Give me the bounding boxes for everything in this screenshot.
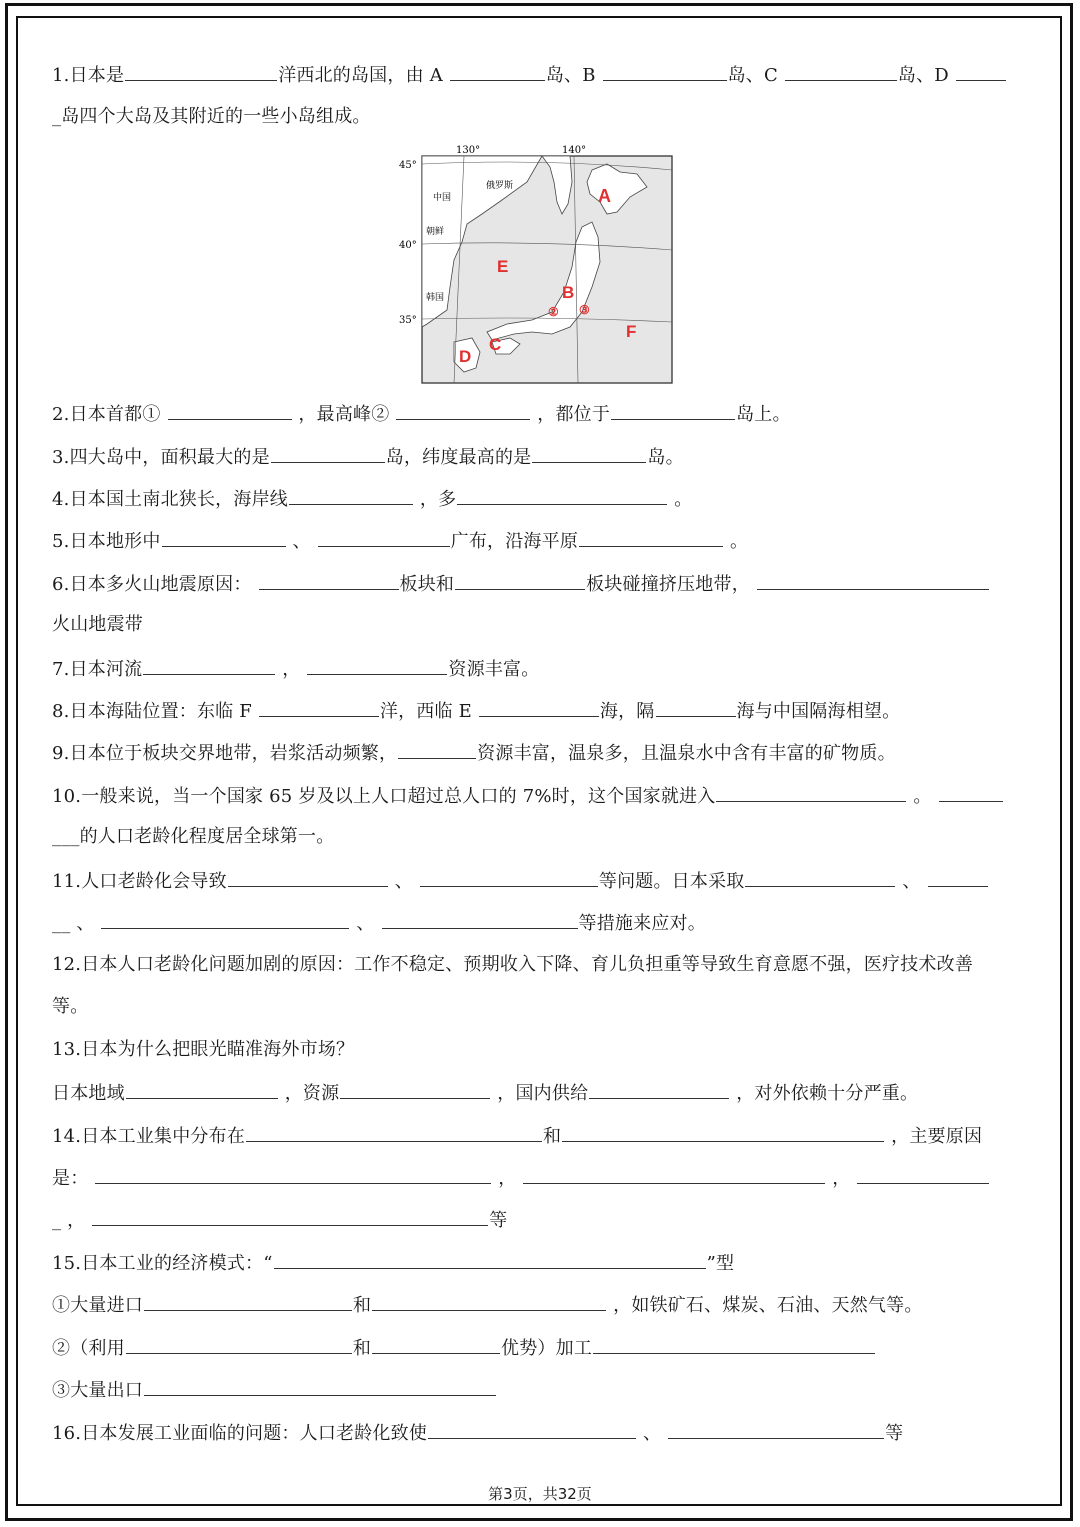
q2-blank-capital[interactable] — [168, 402, 292, 420]
q13-text-a: 13.日本为什么把眼光瞄准海外市场？ — [52, 1039, 355, 1060]
q5-blank-terrain-1[interactable] — [162, 529, 286, 547]
q8-text-d: 海与中国隔海相望。 — [736, 701, 901, 722]
q15-blank-process[interactable] — [593, 1336, 875, 1354]
map-label-north-korea: 朝鲜 — [426, 227, 445, 237]
q12-text-b: 等。 — [52, 996, 89, 1017]
q15-blank-advantage-2[interactable] — [372, 1336, 500, 1354]
question-7-line — [52, 657, 1027, 681]
q15-blank-import-1[interactable] — [144, 1293, 352, 1311]
map-marker-a: A — [598, 186, 611, 206]
q9-text-b: 资源丰富，温泉多，且温泉水中含有丰富的矿物质。 — [477, 743, 896, 764]
question-16-line — [52, 1421, 1027, 1445]
q13-blank-resource[interactable] — [340, 1081, 490, 1099]
question-11-line-2 — [52, 911, 1027, 935]
q13-blank-area[interactable] — [126, 1081, 278, 1099]
q10-blank-country[interactable] — [939, 784, 1003, 802]
q13-text-b: 日本地域 — [52, 1083, 125, 1104]
question-13-line-1 — [52, 1039, 1027, 1061]
map-label-china: 中国 — [433, 193, 452, 203]
question-10-line-2 — [52, 826, 1027, 848]
map-marker-3: ③ — [579, 303, 590, 317]
question-12-line-2 — [52, 996, 1027, 1018]
question-5-line — [52, 529, 1027, 553]
q12-text-a: 12.日本人口老龄化问题加剧的原因：工作不稳定、预期收入下降、育儿负担重等导致生育意愿不强，医疗技术改善 — [52, 954, 974, 975]
question-6-line-1 — [52, 572, 1027, 596]
q8-blank-ocean[interactable] — [259, 699, 379, 717]
question-1-line-2 — [52, 106, 1027, 128]
q10-text-b: 。 — [913, 786, 932, 807]
q13-text-e: ，对外依赖十分严重。 — [736, 1083, 919, 1104]
q15-text-f: ②（利用 — [52, 1338, 125, 1359]
q6-blank-plate-2[interactable] — [455, 572, 585, 590]
question-13-line-2 — [52, 1081, 1027, 1105]
map-lat-40: 40° — [399, 240, 417, 251]
q3-text-c: 岛。 — [647, 447, 684, 468]
q4-text-a: 4.日本国土南北狭长，海岸线 — [52, 489, 288, 510]
q1-text-a: 1.日本是 — [52, 65, 125, 86]
q11-text-c: 等问题。日本采取 — [598, 871, 745, 892]
q6-text-a: 6.日本多火山地震原因： — [52, 574, 252, 595]
q6-text-b: 板块和 — [399, 574, 455, 595]
question-8-line — [52, 699, 1027, 723]
q5-text-a: 5.日本地形中 — [52, 531, 161, 552]
q7-text-c: 资源丰富。 — [448, 659, 540, 680]
map-label-russia: 俄罗斯 — [486, 181, 514, 191]
q15-blank-import-2[interactable] — [372, 1293, 606, 1311]
q1-text-b: 洋西北的岛国，由 A — [278, 65, 443, 86]
q2-text-c: ，都位于 — [537, 404, 611, 425]
question-1-line-1 — [52, 63, 1027, 87]
map-lat-35: 35° — [399, 315, 417, 326]
q15-text-e: ，如铁矿石、煤炭、石油、天然气等。 — [613, 1295, 923, 1316]
q8-blank-sea[interactable] — [479, 699, 599, 717]
q14-text-a: 14.日本工业集中分布在 — [52, 1126, 246, 1147]
q15-text-b: ”型 — [706, 1253, 735, 1274]
q11-blank-measure-4[interactable] — [382, 911, 578, 929]
q14-blank-region-1[interactable] — [246, 1124, 542, 1142]
q15-text-d: 和 — [353, 1295, 372, 1316]
map-lon-140: 140° — [562, 145, 587, 156]
question-9-line — [52, 741, 1027, 765]
question-14-line-2 — [52, 1166, 1027, 1190]
q1-text-d: 岛、C — [727, 65, 778, 86]
q7-text-a: 7.日本河流 — [52, 659, 143, 680]
q14-blank-reason-2[interactable] — [523, 1166, 825, 1184]
q7-text-b: ， — [282, 659, 301, 680]
q5-text-b: 、 — [292, 531, 311, 552]
map-marker-f: F — [626, 322, 637, 341]
q16-text-a: 16.日本发展工业面临的问题：人口老龄化致使 — [52, 1423, 428, 1444]
q2-text-b: ，最高峰② — [298, 404, 390, 425]
q1-text-c: 岛、B — [545, 65, 596, 86]
map-marker-e: E — [497, 257, 509, 276]
q9-text-a: 9.日本位于板块交界地带，岩浆活动频繁， — [52, 743, 398, 764]
q10-blank-society[interactable] — [716, 784, 906, 802]
question-15-line-3 — [52, 1336, 1027, 1360]
q14-text-h: 等 — [489, 1210, 508, 1231]
q13-text-d: ，国内供给 — [497, 1083, 589, 1104]
q11-text-b: 、 — [394, 871, 413, 892]
q15-blank-model[interactable] — [274, 1251, 706, 1269]
japan-map — [392, 142, 682, 387]
q5-blank-terrain-2[interactable] — [318, 529, 450, 547]
map-marker-c: C — [489, 335, 502, 354]
q15-text-h: 优势）加工 — [501, 1338, 593, 1359]
q14-blank-reason-4[interactable] — [92, 1208, 488, 1226]
q1-blank-b[interactable] — [603, 63, 727, 81]
q14-text-f: ， — [832, 1168, 851, 1189]
q6-blank-belt[interactable] — [757, 572, 989, 590]
q16-text-b: 、 — [642, 1423, 662, 1444]
q10-text-c: ___的人口老龄化程度居全球第一。 — [52, 826, 335, 847]
q11-text-a: 11.人口老龄化会导致 — [52, 871, 227, 892]
q14-text-g: _ ， — [52, 1210, 86, 1231]
q1-blank-a[interactable] — [450, 63, 545, 81]
q11-blank-problem-2[interactable] — [420, 869, 598, 887]
q7-blank-river-2[interactable] — [307, 657, 447, 675]
map-marker-b: B — [562, 283, 575, 302]
q4-text-b: ，多 — [419, 489, 457, 510]
q15-text-c: ①大量进口 — [52, 1295, 143, 1316]
q16-blank-problem-2[interactable] — [668, 1421, 884, 1439]
q11-blank-problem-1[interactable] — [228, 869, 388, 887]
q14-blank-reason-3[interactable] — [857, 1166, 989, 1184]
q10-text-a: 10.一般来说，当一个国家 65 岁及以上人口超过总人口的 7%时，这个国家就进入 — [52, 786, 716, 807]
q5-text-c: 广布，沿海平原 — [450, 531, 579, 552]
q14-text-e: ， — [498, 1168, 517, 1189]
q3-blank-largest[interactable] — [271, 445, 385, 463]
q7-blank-river-1[interactable] — [143, 657, 275, 675]
q11-blank-measure-3[interactable] — [101, 911, 349, 929]
q4-text-c: 。 — [674, 489, 693, 510]
map-label-south-korea: 韩国 — [426, 293, 445, 303]
q2-blank-peak[interactable] — [396, 402, 530, 420]
q13-text-c: ，资源 — [284, 1083, 340, 1104]
q1-text-e: 岛、D — [897, 65, 949, 86]
q5-text-d: 。 — [729, 531, 749, 552]
map-marker-2: ② — [548, 305, 559, 319]
question-11-line-1 — [52, 869, 1027, 893]
q16-text-c: 等 — [885, 1423, 904, 1444]
map-lat-45: 45° — [399, 160, 417, 171]
q1-blank-ocean[interactable] — [125, 63, 277, 81]
q14-text-b: 和 — [543, 1126, 562, 1147]
q2-text-a: 2.日本首都① — [52, 404, 161, 425]
question-6-line-2 — [52, 614, 1027, 636]
q8-blank-strait[interactable] — [656, 699, 736, 717]
q1-text-f: _岛四个大岛及其附近的一些小岛组成。 — [52, 106, 371, 127]
q2-text-d: 岛上。 — [736, 404, 791, 425]
q11-text-e: __ 、 — [52, 913, 95, 934]
q3-text-b: 岛，纬度最高的是 — [385, 447, 532, 468]
q15-blank-export[interactable] — [144, 1378, 496, 1396]
q14-blank-reason-1[interactable] — [95, 1166, 491, 1184]
q11-blank-measure-1[interactable] — [745, 869, 895, 887]
q1-blank-c[interactable] — [785, 63, 897, 81]
q11-text-f: 、 — [356, 913, 375, 934]
question-15-line-2 — [52, 1293, 1027, 1317]
q15-blank-advantage-1[interactable] — [126, 1336, 352, 1354]
q5-blank-plain[interactable] — [579, 529, 723, 547]
q11-blank-measure-2[interactable] — [928, 869, 988, 887]
question-14-line-1 — [52, 1124, 1027, 1148]
question-15-line-4 — [52, 1378, 1027, 1402]
question-2-line — [52, 402, 1027, 426]
q13-blank-supply[interactable] — [589, 1081, 729, 1099]
question-3-line — [52, 445, 1027, 469]
q14-text-c: ，主要原因 — [891, 1126, 983, 1147]
q14-text-d: 是： — [52, 1168, 89, 1189]
q4-blank-many[interactable] — [457, 487, 667, 505]
q3-blank-highest-lat[interactable] — [532, 445, 646, 463]
q16-blank-problem-1[interactable] — [428, 1421, 636, 1439]
page-number: 第3页，共32页 — [488, 1485, 592, 1503]
question-15-line-1 — [52, 1251, 1027, 1275]
q6-text-d: 火山地震带 — [52, 614, 143, 635]
q6-blank-plate-1[interactable] — [259, 572, 399, 590]
question-4-line — [52, 487, 1027, 511]
question-12-line-1 — [52, 954, 1027, 976]
q2-blank-island[interactable] — [611, 402, 735, 420]
q11-text-d: 、 — [902, 871, 921, 892]
q8-text-c: 海，隔 — [599, 701, 655, 722]
q3-text-a: 3.四大岛中，面积最大的是 — [52, 447, 270, 468]
q8-text-a: 8.日本海陆位置：东临 F — [52, 701, 252, 722]
q6-text-c: 板块碰撞挤压地带， — [586, 574, 750, 595]
q4-blank-coastline[interactable] — [289, 487, 413, 505]
question-14-line-3 — [52, 1208, 1027, 1232]
map-lon-130: 130° — [456, 145, 481, 156]
q1-blank-d[interactable] — [956, 63, 1006, 81]
q14-blank-region-2[interactable] — [562, 1124, 884, 1142]
question-10-line-1 — [52, 784, 1027, 808]
q15-text-a: 15.日本工业的经济模式：“ — [52, 1253, 273, 1274]
q15-text-i: ③大量出口 — [52, 1380, 143, 1401]
q11-text-g: 等措施来应对。 — [578, 913, 706, 934]
q15-text-g: 和 — [352, 1338, 372, 1359]
q9-blank-resource[interactable] — [398, 741, 476, 759]
map-marker-d: D — [459, 347, 472, 366]
q8-text-b: 洋，西临 E — [379, 701, 472, 722]
